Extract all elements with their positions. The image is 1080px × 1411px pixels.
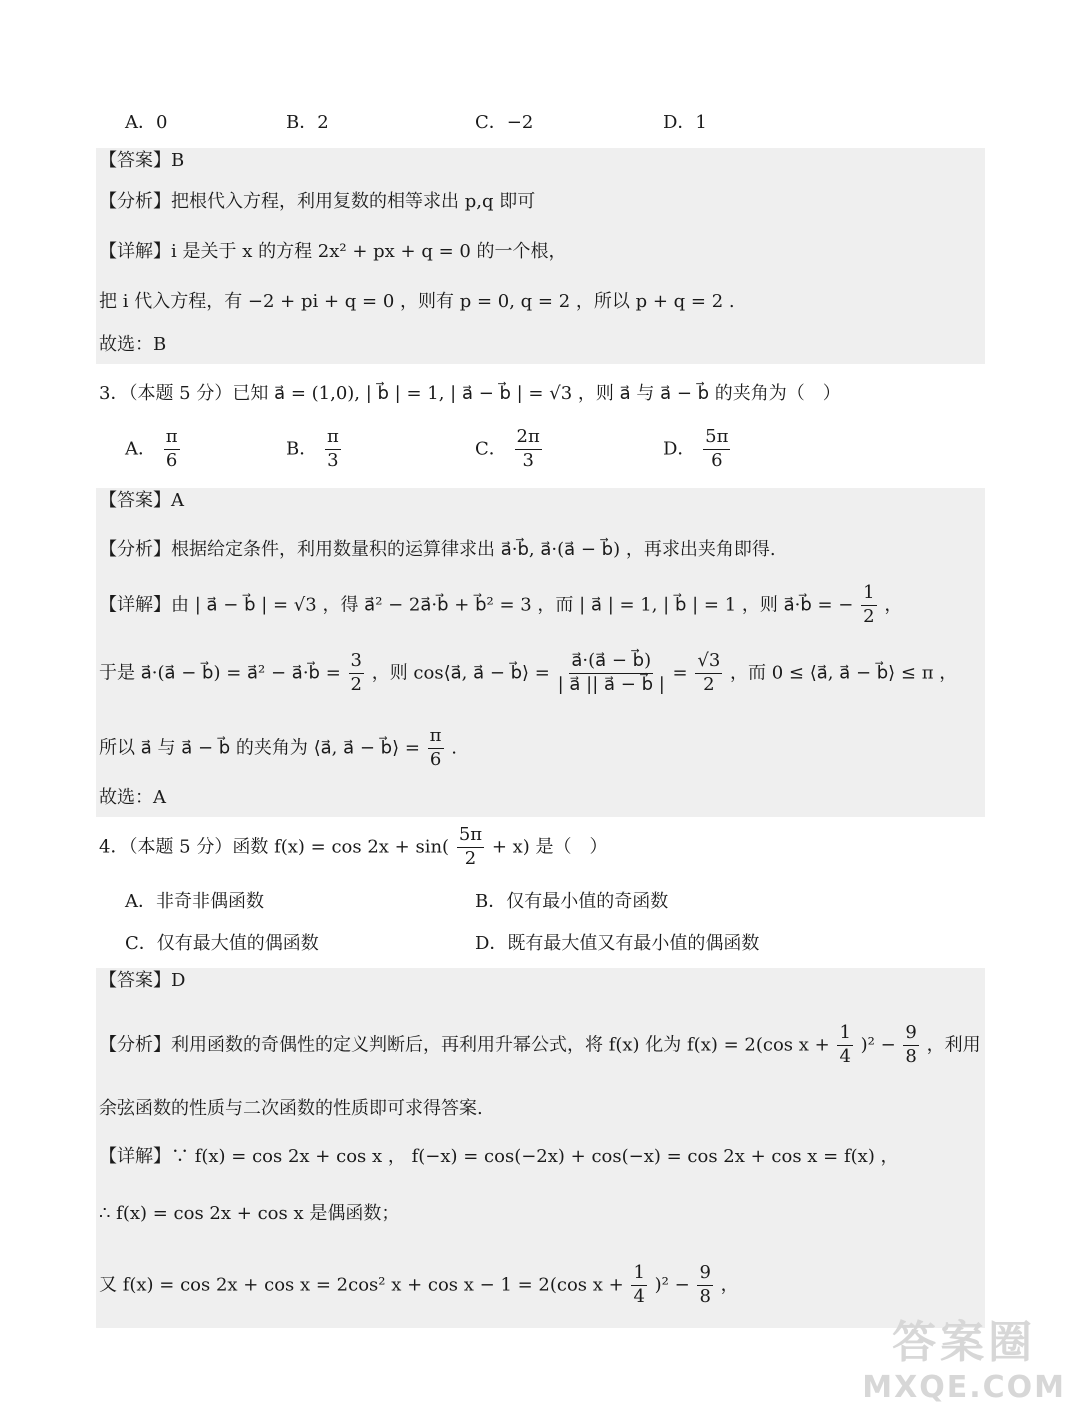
q4-answer: 【答案】D	[99, 970, 186, 991]
q3-detail-line2-fraction1: $\frac{3}{2}$	[350, 650, 362, 695]
q3-option-d-label: D．	[663, 438, 696, 460]
q3-option-d	[663, 428, 732, 471]
q4-stem: 4．（本题 5 分）函数 f(x) = cos 2x + sin( $\frac{5\pi}{2}$ + x) 是（ ）	[99, 824, 608, 869]
q3-option-d-fraction: $\frac{5\pi}{6}$	[705, 426, 729, 471]
q3-choose: 故选：A	[99, 787, 166, 808]
q4-analysis-fraction1: $\frac{1}{4}$	[839, 1022, 851, 1067]
watermark	[862, 1306, 1066, 1405]
q3-option-c-label: C．	[475, 438, 507, 460]
watermark-logo: 答案圈	[892, 1317, 1037, 1368]
q2-detail-line1: 【详解】i 是关于 x 的方程 2x² + px + q = 0 的一个根，	[99, 241, 567, 262]
q3-detail-line1: 【详解】由 | a⃗ − b⃗ | = √3 ，得 a⃗² − 2a⃗·b⃗ + b⃗² = 3 ，而 | a⃗ | = 1, | b⃗ | = 1 ，则 a⃗·b⃗ = − $\frac{1}{2}$ ，	[99, 582, 903, 627]
q3-detail-line2-fraction3: $\frac{√3}{2}$	[697, 650, 721, 695]
q2-detail-line2: 把 i 代入方程，有 −2 + pi + q = 0 ，则有 p = 0, q = 2 ，所以 p + q = 2 .	[99, 291, 735, 312]
q3-option-b-fraction: $\frac{\pi}{3}$	[326, 426, 339, 471]
q4-stem-fraction: $\frac{5\pi}{2}$	[458, 824, 483, 869]
q4-option-b: B．仅有最小值的奇函数	[475, 891, 669, 912]
q3-option-a	[125, 428, 182, 471]
q3-analysis: 【分析】根据给定条件，利用数量积的运算律求出 a⃗·b⃗, a⃗·(a⃗ − b⃗) ，再求出夹角即得.	[99, 539, 776, 560]
q4-detail-fraction1: $\frac{1}{4}$	[633, 1262, 645, 1307]
q2-option-a: A．0	[125, 112, 168, 133]
q4-detail-fraction2: $\frac{9}{8}$	[699, 1262, 711, 1307]
q3-detail-line2-fraction2: $\frac{a⃗\cdot(a⃗ - b⃗)}{| a⃗ || a⃗ - b⃗ |}$	[557, 650, 665, 695]
q4-option-d: D．既有最大值又有最小值的偶函数	[475, 933, 760, 954]
q3-option-c-fraction: $\frac{2\pi}{3}$	[516, 426, 540, 471]
q3-option-b	[286, 428, 343, 471]
q4-option-c: C．仅有最大值的偶函数	[125, 933, 319, 954]
q2-option-d: D．1	[663, 112, 707, 133]
q3-option-b-label: B．	[286, 438, 318, 460]
q3-detail-line3-fraction: $\frac{\pi}{6}$	[429, 725, 442, 770]
q4-analysis-fraction2: $\frac{9}{8}$	[905, 1022, 917, 1067]
q2-option-b: B．2	[286, 112, 329, 133]
q3-detail-line2: 于是 a⃗·(a⃗ − b⃗) = a⃗² − a⃗·b⃗ = $\frac{3}{2}$ ，则 cos⟨a⃗, a⃗ − b⃗⟩ = $\frac{a⃗\cdot(a⃗ - b⃗)}{| a⃗ || a⃗ - b⃗ |}$ = $\frac{√3}{2}$ ，而 0 ≤ ⟨a⃗, a⃗ − b⃗⟩ ≤ π ，	[99, 650, 958, 695]
q3-answer: 【答案】A	[99, 490, 184, 511]
q4-analysis-line1: 【分析】利用函数的奇偶性的定义判断后，再利用升幂公式，将 f(x) 化为 f(x) = 2(cos x + $\frac{1}{4}$ )² − $\frac{9}{8}$ ，利用	[99, 1022, 981, 1067]
q3-option-c	[475, 428, 544, 471]
q4-detail-line2: ∴ f(x) = cos 2x + cos x 是偶函数；	[99, 1203, 400, 1224]
q4-analysis-line2: 余弦函数的性质与二次函数的性质即可求得答案.	[99, 1098, 483, 1119]
watermark-url: MXQE.COM	[862, 1370, 1066, 1405]
q2-choose: 故选：B	[99, 334, 167, 355]
q4-detail-line1: 【详解】∵ f(x) = cos 2x + cos x ， f(−x) = cos(−2x) + cos(−x) = cos 2x + cos x = f(x) ，	[99, 1146, 899, 1167]
q4-detail-line3: 又 f(x) = cos 2x + cos x = 2cos² x + cos x − 1 = 2(cos x + $\frac{1}{4}$ )² − $\frac{9}{8}$ ，	[99, 1262, 739, 1307]
q3-option-a-label: A．	[125, 438, 156, 460]
q3-detail-line3: 所以 a⃗ 与 a⃗ − b⃗ 的夹角为 ⟨a⃗, a⃗ − b⃗⟩ = $\frac{\pi}{6}$ .	[99, 725, 457, 770]
q4-option-a: A．非奇非偶函数	[125, 891, 264, 912]
q2-analysis: 【分析】把根代入方程，利用复数的相等求出 p,q 即可	[99, 191, 536, 212]
q2-answer: 【答案】B	[99, 150, 185, 171]
q3-stem: 3．（本题 5 分）已知 a⃗ = (1,0), | b⃗ | = 1, | a⃗ − b⃗ | = √3 ，则 a⃗ 与 a⃗ − b⃗ 的夹角为（ ）	[99, 383, 841, 404]
q2-option-c: C．−2	[475, 112, 534, 133]
q3-option-a-fraction: $\frac{\pi}{6}$	[165, 426, 178, 471]
q3-detail-line1-fraction: $\frac{1}{2}$	[863, 582, 875, 627]
